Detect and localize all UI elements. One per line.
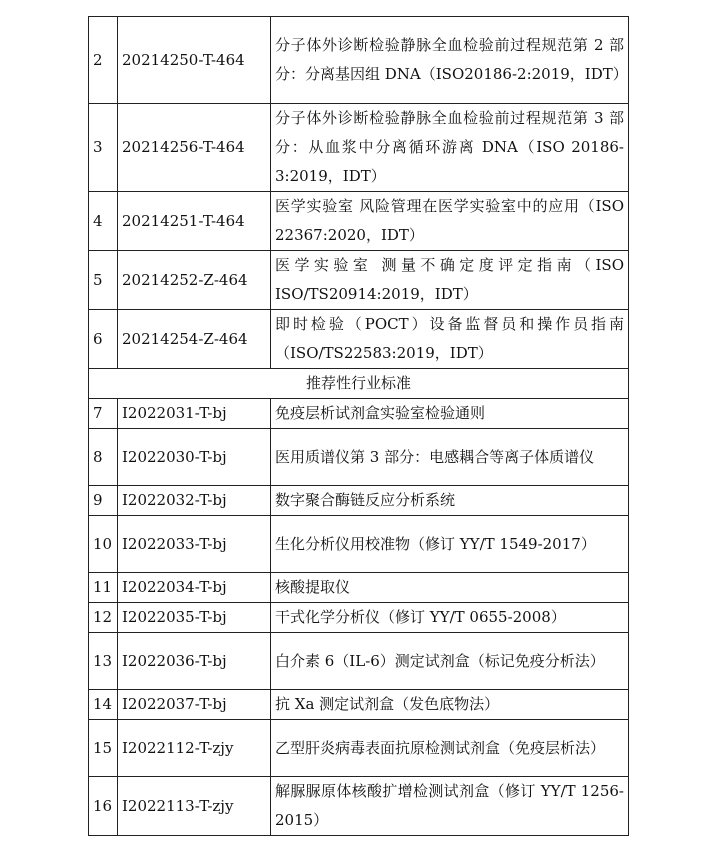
project-code: 20214254-Z-464 xyxy=(118,310,271,369)
table-row xyxy=(89,310,629,369)
project-code: 20214250-T-464 xyxy=(118,17,271,104)
row-number: 9 xyxy=(89,486,118,516)
standard-title: 解脲脲原体核酸扩增检测试剂盒（修订 YY/T 1256-2015） xyxy=(271,777,629,836)
row-number: 3 xyxy=(89,104,118,192)
project-code: I2022113-T-zjy xyxy=(118,777,271,836)
project-code: 20214256-T-464 xyxy=(118,104,271,192)
project-code: I2022036-T-bj xyxy=(118,633,271,690)
standard-title: 乙型肝炎病毒表面抗原检测试剂盒（免疫层析法） xyxy=(271,720,629,777)
project-code: I2022035-T-bj xyxy=(118,603,271,633)
row-number: 12 xyxy=(89,603,118,633)
table-row xyxy=(89,633,629,690)
standard-title: 分子体外诊断检验静脉全血检验前过程规范第 3 部分：从血浆中分离循环游离 DNA（ISO 20186-3:2019，IDT） xyxy=(271,104,629,192)
standard-title: 医用质谱仪第 3 部分：电感耦合等离子体质谱仪 xyxy=(271,429,629,486)
row-number: 16 xyxy=(89,777,118,836)
standard-title: 生化分析仪用校准物（修订 YY/T 1549-2017） xyxy=(271,516,629,573)
standard-title: 医学实验室 风险管理在医学实验室中的应用（ISO 22367:2020，IDT） xyxy=(271,192,629,251)
row-number: 10 xyxy=(89,516,118,573)
table-row xyxy=(89,516,629,573)
project-code: I2022037-T-bj xyxy=(118,690,271,720)
table-row xyxy=(89,192,629,251)
table-row xyxy=(89,720,629,777)
table-row xyxy=(89,486,629,516)
table-row xyxy=(89,690,629,720)
row-number: 5 xyxy=(89,251,118,310)
project-code: I2022033-T-bj xyxy=(118,516,271,573)
standard-title: 白介素 6（IL-6）测定试剂盒（标记免疫分析法） xyxy=(271,633,629,690)
row-number: 7 xyxy=(89,399,118,429)
standard-title: 核酸提取仪 xyxy=(271,573,629,603)
standards-table xyxy=(88,16,629,836)
table-row xyxy=(89,603,629,633)
project-code: I2022034-T-bj xyxy=(118,573,271,603)
standard-title: 即时检验（POCT）设备监督员和操作员指南（ISO/TS22583:2019，IDT） xyxy=(271,310,629,369)
section-header-row xyxy=(89,369,629,399)
standard-title: 医学实验室 测量不确定度评定指南（ISO ISO/TS20914:2019，IDT） xyxy=(271,251,629,310)
section-header: 推荐性行业标准 xyxy=(89,369,629,399)
row-number: 13 xyxy=(89,633,118,690)
project-code: I2022112-T-zjy xyxy=(118,720,271,777)
project-code: 20214251-T-464 xyxy=(118,192,271,251)
table-row xyxy=(89,573,629,603)
project-code: I2022032-T-bj xyxy=(118,486,271,516)
project-code: I2022030-T-bj xyxy=(118,429,271,486)
project-code: 20214252-Z-464 xyxy=(118,251,271,310)
standard-title: 干式化学分析仪（修订 YY/T 0655-2008） xyxy=(271,603,629,633)
row-number: 4 xyxy=(89,192,118,251)
row-number: 11 xyxy=(89,573,118,603)
table-row xyxy=(89,429,629,486)
row-number: 8 xyxy=(89,429,118,486)
row-number: 6 xyxy=(89,310,118,369)
project-code: I2022031-T-bj xyxy=(118,399,271,429)
table-row xyxy=(89,251,629,310)
table-row xyxy=(89,399,629,429)
row-number: 15 xyxy=(89,720,118,777)
table-row xyxy=(89,17,629,104)
standard-title: 分子体外诊断检验静脉全血检验前过程规范第 2 部分：分离基因组 DNA（ISO20186-2:2019，IDT） xyxy=(271,17,629,104)
standard-title: 抗 Xa 测定试剂盒（发色底物法） xyxy=(271,690,629,720)
table-row xyxy=(89,104,629,192)
row-number: 2 xyxy=(89,17,118,104)
table-row xyxy=(89,777,629,836)
standard-title: 数字聚合酶链反应分析系统 xyxy=(271,486,629,516)
standard-title: 免疫层析试剂盒实验室检验通则 xyxy=(271,399,629,429)
row-number: 14 xyxy=(89,690,118,720)
